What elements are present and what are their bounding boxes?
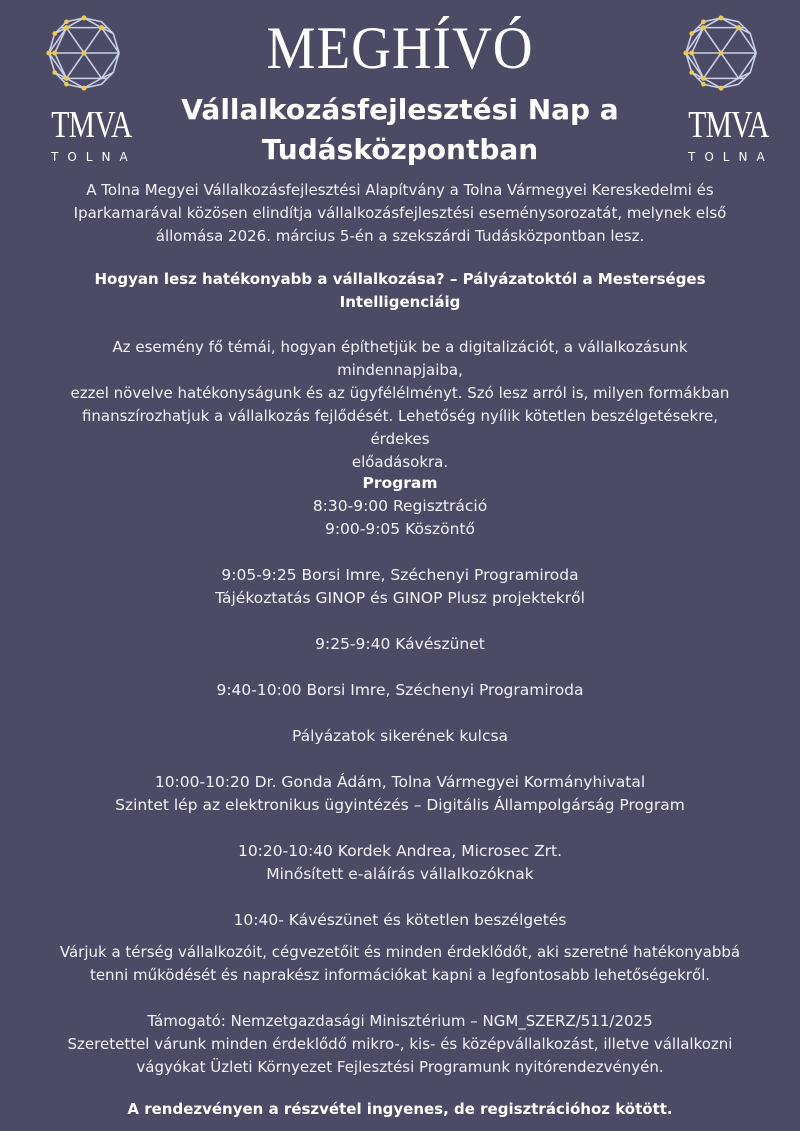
headline-line: Intelligenciáig xyxy=(339,293,461,311)
program-item: 8:30-9:00 Regisztráció xyxy=(312,497,488,515)
page-title: MEGHÍVÓ xyxy=(266,15,534,81)
event-headline xyxy=(30,268,770,314)
program-item: Szintet lép az elektronikus ügyintézés – Digitális Állampolgárság Program xyxy=(115,796,685,814)
logo-subtitle: TOLNA xyxy=(688,150,774,164)
intro-paragraph xyxy=(30,179,770,248)
closing-line: vágyókat Üzleti Környezet Fejlesztési Programunk nyitórendezvényén. xyxy=(136,1058,664,1076)
program-section xyxy=(30,472,770,932)
closing-line: Szeretettel várunk minden érdeklődő mikro-, kis- és középvállalkozást, illetve vállalkozni xyxy=(67,1035,733,1053)
description-line: Az esemény fő témái, hogyan építhetjük be a digitalizációt, a vállalkozásunk xyxy=(112,338,688,356)
program-item: Tájékoztatás GINOP és GINOP Plusz projektekről xyxy=(215,589,585,607)
registration-note xyxy=(30,1098,770,1121)
program-item: 9:05-9:25 Borsi Imre, Széchenyi Programiroda xyxy=(221,566,579,584)
closing-paragraph xyxy=(30,941,770,987)
description-line: mindennapjaiba, xyxy=(337,361,463,379)
program-item: 9:25-9:40 Kávészünet xyxy=(315,635,485,653)
program-heading: Program xyxy=(362,474,438,492)
program-item: Pályázatok sikerének kulcsa xyxy=(291,727,509,745)
intro-line: A Tolna Megyei Vállalkozásfejlesztési Alapítvány a Tolna Vármegyei Kereskedelmi és xyxy=(86,181,714,199)
program-item: 10:40- Kávészünet és kötetlen beszélgetés xyxy=(233,911,567,929)
footer-line: A rendezvényen a részvétel ingyenes, de regisztrációhoz kötött. xyxy=(127,1100,673,1118)
program-item: 10:00-10:20 Dr. Gonda Ádám, Tolna Vármegyei Kormányhivatal xyxy=(154,773,646,791)
program-item: 9:00-9:05 Köszöntő xyxy=(324,520,476,538)
program-item: 10:20-10:40 Kordek Andrea, Microsec Zrt. xyxy=(237,842,563,860)
program-item: 9:40-10:00 Borsi Imre, Széchenyi Programiroda xyxy=(216,681,584,699)
program-item: Minősített e-aláírás vállalkozóknak xyxy=(266,865,534,883)
logo-subtitle: TOLNA xyxy=(51,150,137,164)
closing-line: tenni működését és naprakész információkat kapni a legfontosabb lehetőségekről. xyxy=(89,966,711,984)
subtitle-line: Tudásközpontban xyxy=(261,133,539,166)
description-line: ezzel növelve hatékonyságunk és az ügyfélélményt. Szó lesz arról is, milyen formákban xyxy=(70,384,730,402)
intro-line: állomása 2026. március 5-én a szekszárdi Tudásközpontban lesz. xyxy=(155,227,645,245)
logo-name: TMVA xyxy=(688,104,769,146)
event-subtitle xyxy=(150,90,650,170)
description-line: finanszírozhatjuk a vállalkozás fejlődését. Lehetőség nyílik kötetlen beszélgetésekre, xyxy=(81,407,719,425)
closing-line: Várjuk a térség vállalkozóit, cégvezetőit és minden érdeklődőt, aki szeretné hatékonyabbá xyxy=(59,943,741,961)
description-line: érdekes xyxy=(370,430,430,448)
subtitle-line: Vállalkozásfejlesztési Nap a xyxy=(181,93,619,126)
headline-line: Hogyan lesz hatékonyabb a vállalkozása? – Pályázatoktól a Mesterséges xyxy=(94,270,706,288)
intro-line: Iparkamarával közösen elindítja vállalkozásfejlesztési eseménysorozatát, melynek első xyxy=(73,204,727,222)
description-paragraph xyxy=(30,336,770,474)
description-line: előadásokra. xyxy=(351,453,449,471)
sponsor-line: Támogató: Nemzetgazdasági Minisztérium – NGM_SZERZ/511/2025 xyxy=(147,1012,653,1030)
logo-name: TMVA xyxy=(51,104,132,146)
sponsor-paragraph xyxy=(30,1010,770,1079)
